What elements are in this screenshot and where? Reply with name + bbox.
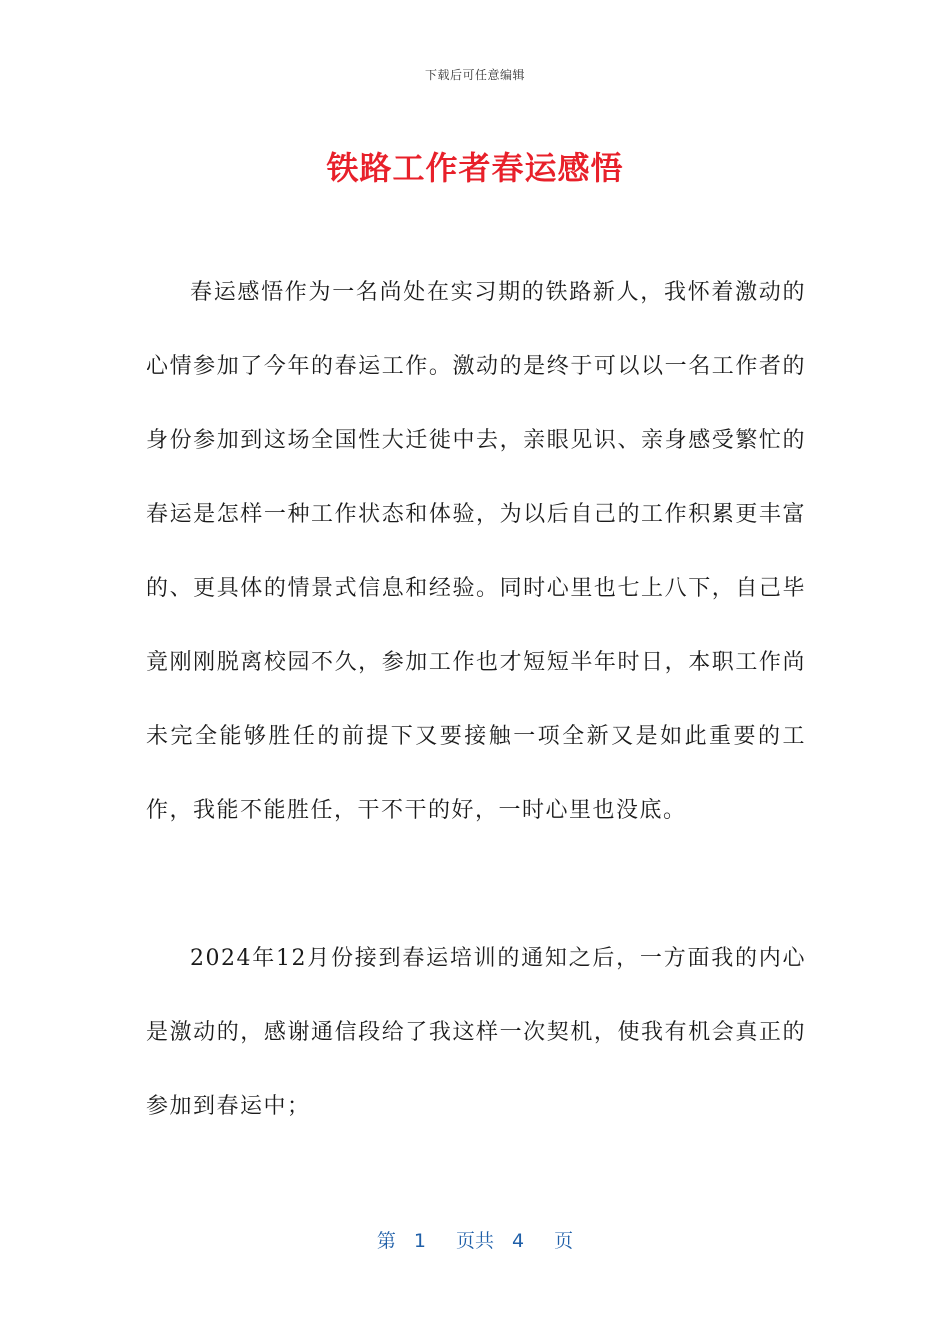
- paragraph-1: [146, 256, 806, 848]
- paragraph-2: [146, 922, 806, 1144]
- footer-current-page: 1: [413, 1230, 426, 1252]
- footer-prefix: 第: [376, 1230, 396, 1252]
- paragraph-2-text: 2024年12月份接到春运培训的通知之后，一方面我的内心是激动的，感谢通信段给了我这样一次契机，使我有机会真正的参加到春运中；: [146, 946, 806, 1119]
- page-footer: [0, 1226, 950, 1253]
- footer-middle: 页共: [455, 1230, 494, 1252]
- document-title: 铁路工作者春运感悟: [326, 149, 624, 187]
- paragraph-1-text: 春运感悟作为一名尚处在实习期的铁路新人，我怀着激动的心情参加了今年的春运工作。激动的是终于可以以一名工作者的身份参加到这场全国性大迁徙中去，亲眼见识、亲身感受繁忙的春运是怎样一种工作状态和体验，为以后自己的工作积累更丰富的、更具体的情景式信息和经验。同时心里也七上八下，自己毕竟刚刚脱离校园不久，参加工作也才短短半年时日，本职工作尚未完全能够胜任的前提下又要接触一项全新又是如此重要的工作，我能不能胜任，干不干的好，一时心里也没底。: [146, 280, 806, 823]
- header-note: 下载后可任意编辑: [424, 68, 525, 82]
- footer-total-pages: 4: [512, 1230, 525, 1252]
- footer-suffix: 页: [554, 1230, 574, 1252]
